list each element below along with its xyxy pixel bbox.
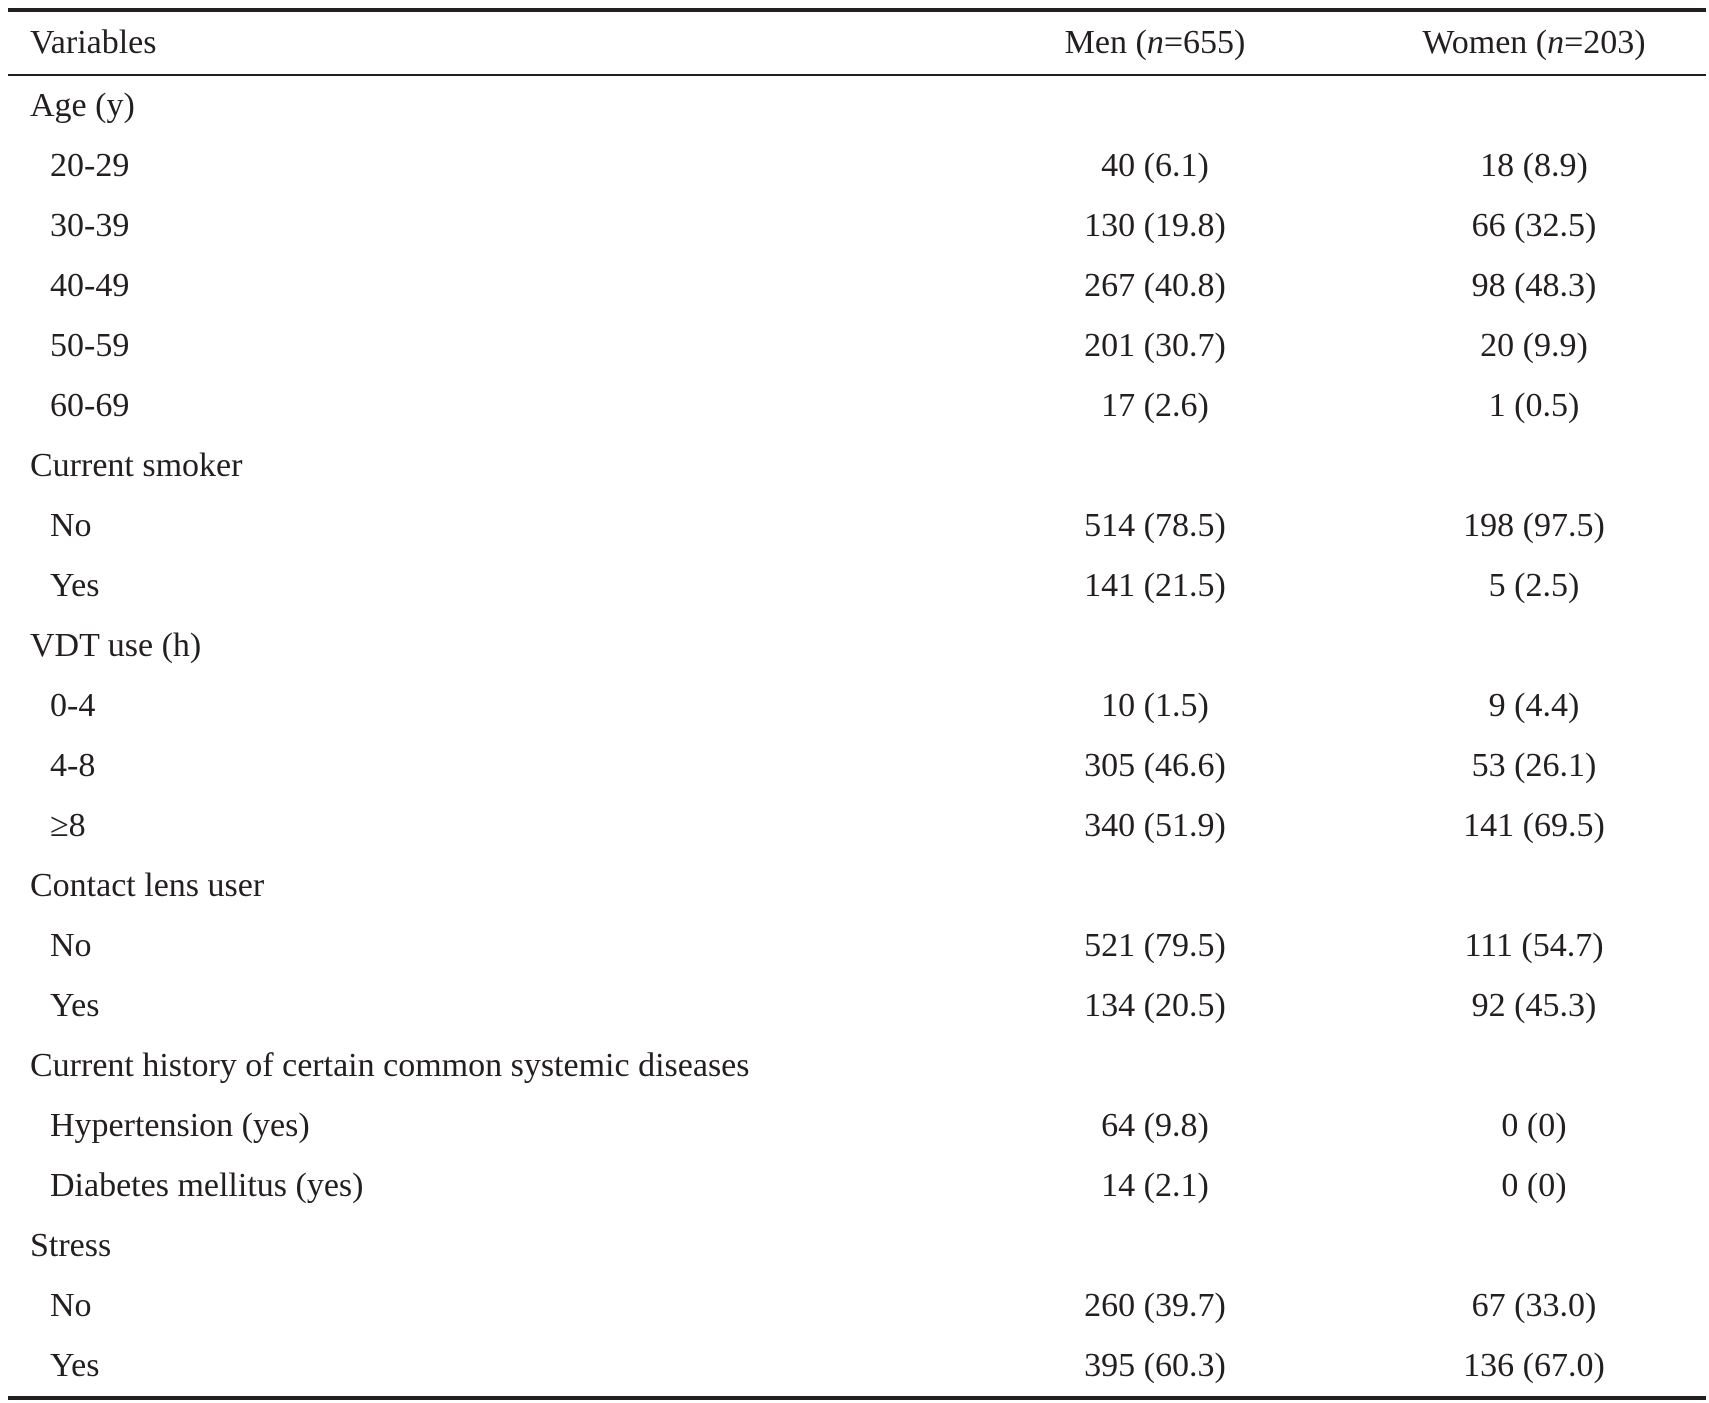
header-women-n: n <box>1547 24 1565 61</box>
row-label: Yes <box>50 567 100 604</box>
women-value: 5 (2.5) <box>1488 567 1580 604</box>
header-variables: Variables <box>30 24 157 61</box>
row-label: Hypertension (yes) <box>50 1107 310 1144</box>
men-value: 267 (40.8) <box>1084 267 1226 304</box>
table-row <box>8 736 1709 796</box>
section-title: Contact lens user <box>30 867 265 904</box>
table-row <box>8 916 1709 976</box>
women-value: 98 (48.3) <box>1471 267 1597 304</box>
section-men-empty <box>970 856 1340 916</box>
row-label: 4-8 <box>50 747 96 784</box>
women-value: 18 (8.9) <box>1480 147 1588 184</box>
section-row <box>8 856 1709 916</box>
row-label: 60-69 <box>50 387 130 424</box>
table-row <box>8 676 1709 736</box>
header-men <box>970 12 1340 74</box>
table-row <box>8 796 1709 856</box>
men-value: 17 (2.6) <box>1101 387 1209 424</box>
men-value: 10 (1.5) <box>1101 687 1209 724</box>
section-men-empty <box>970 1036 1340 1096</box>
table-bottom-rule <box>8 1396 1706 1400</box>
row-label: No <box>50 1287 92 1324</box>
table-row <box>8 496 1709 556</box>
row-label: 0-4 <box>50 687 96 724</box>
header-row <box>8 12 1709 74</box>
section-women-empty <box>1340 1036 1709 1096</box>
women-value: 111 (54.7) <box>1464 927 1604 964</box>
men-value: 521 (79.5) <box>1084 927 1226 964</box>
section-title: Stress <box>30 1227 112 1264</box>
men-value: 141 (21.5) <box>1084 567 1226 604</box>
men-value: 395 (60.3) <box>1084 1347 1226 1384</box>
men-value: 514 (78.5) <box>1084 507 1226 544</box>
table-row <box>8 196 1709 256</box>
women-value: 53 (26.1) <box>1471 747 1597 784</box>
section-women-empty <box>1340 1216 1709 1276</box>
section-men-empty <box>970 436 1340 496</box>
section-row <box>8 1216 1709 1276</box>
women-value: 1 (0.5) <box>1488 387 1580 424</box>
header-women-value: =203) <box>1564 24 1646 61</box>
section-title: Current history of certain common systemic diseases <box>30 1047 750 1084</box>
section-men-empty <box>970 616 1340 676</box>
men-value: 130 (19.8) <box>1084 207 1226 244</box>
table-row <box>8 1276 1709 1336</box>
women-value: 198 (97.5) <box>1463 507 1605 544</box>
women-value: 92 (45.3) <box>1471 987 1597 1024</box>
data-table <box>8 12 1709 74</box>
women-value: 20 (9.9) <box>1480 327 1588 364</box>
section-row <box>8 616 1709 676</box>
row-label: No <box>50 927 92 964</box>
header-women <box>1340 12 1709 74</box>
characteristics-table <box>8 8 1706 1396</box>
table-row <box>8 1096 1709 1156</box>
row-label: ≥8 <box>50 807 86 844</box>
row-label: Diabetes mellitus (yes) <box>50 1167 364 1204</box>
row-label: 30-39 <box>50 207 130 244</box>
men-value: 201 (30.7) <box>1084 327 1226 364</box>
header-men-value: =655) <box>1163 24 1246 61</box>
men-value: 260 (39.7) <box>1084 1287 1226 1324</box>
section-women-empty <box>1340 616 1709 676</box>
section-row <box>8 436 1709 496</box>
women-value: 67 (33.0) <box>1471 1287 1597 1324</box>
row-label: Yes <box>50 1347 100 1384</box>
section-men-empty <box>970 76 1340 136</box>
section-title: Age (y) <box>30 87 135 124</box>
section-title: Current smoker <box>30 447 243 484</box>
header-women-label: Women ( <box>1422 24 1548 61</box>
header-men-n: n <box>1146 24 1164 61</box>
men-value: 305 (46.6) <box>1084 747 1226 784</box>
women-value: 66 (32.5) <box>1471 207 1597 244</box>
table-row <box>8 556 1709 616</box>
section-row <box>8 1036 1709 1096</box>
section-women-empty <box>1340 76 1709 136</box>
section-women-empty <box>1340 436 1709 496</box>
section-women-empty <box>1340 856 1709 916</box>
men-value: 40 (6.1) <box>1101 147 1209 184</box>
table-row <box>8 136 1709 196</box>
table-row <box>8 376 1709 436</box>
section-row <box>8 76 1709 136</box>
table-row <box>8 1156 1709 1216</box>
men-value: 14 (2.1) <box>1101 1167 1209 1204</box>
row-label: 40-49 <box>50 267 130 304</box>
women-value: 9 (4.4) <box>1488 687 1580 724</box>
women-value: 0 (0) <box>1501 1107 1567 1144</box>
table-row <box>8 1336 1709 1396</box>
women-value: 136 (67.0) <box>1463 1347 1605 1384</box>
row-label: No <box>50 507 92 544</box>
row-label: Yes <box>50 987 100 1024</box>
women-value: 0 (0) <box>1501 1167 1567 1204</box>
table-row <box>8 316 1709 376</box>
men-value: 134 (20.5) <box>1084 987 1226 1024</box>
table-body <box>8 76 1709 1396</box>
section-men-empty <box>970 1216 1340 1276</box>
header-men-label: Men ( <box>1064 24 1147 61</box>
row-label: 20-29 <box>50 147 130 184</box>
women-value: 141 (69.5) <box>1463 807 1605 844</box>
men-value: 64 (9.8) <box>1101 1107 1209 1144</box>
row-label: 50-59 <box>50 327 130 364</box>
table-row <box>8 976 1709 1036</box>
men-value: 340 (51.9) <box>1084 807 1226 844</box>
section-title: VDT use (h) <box>30 627 202 664</box>
table-row <box>8 256 1709 316</box>
